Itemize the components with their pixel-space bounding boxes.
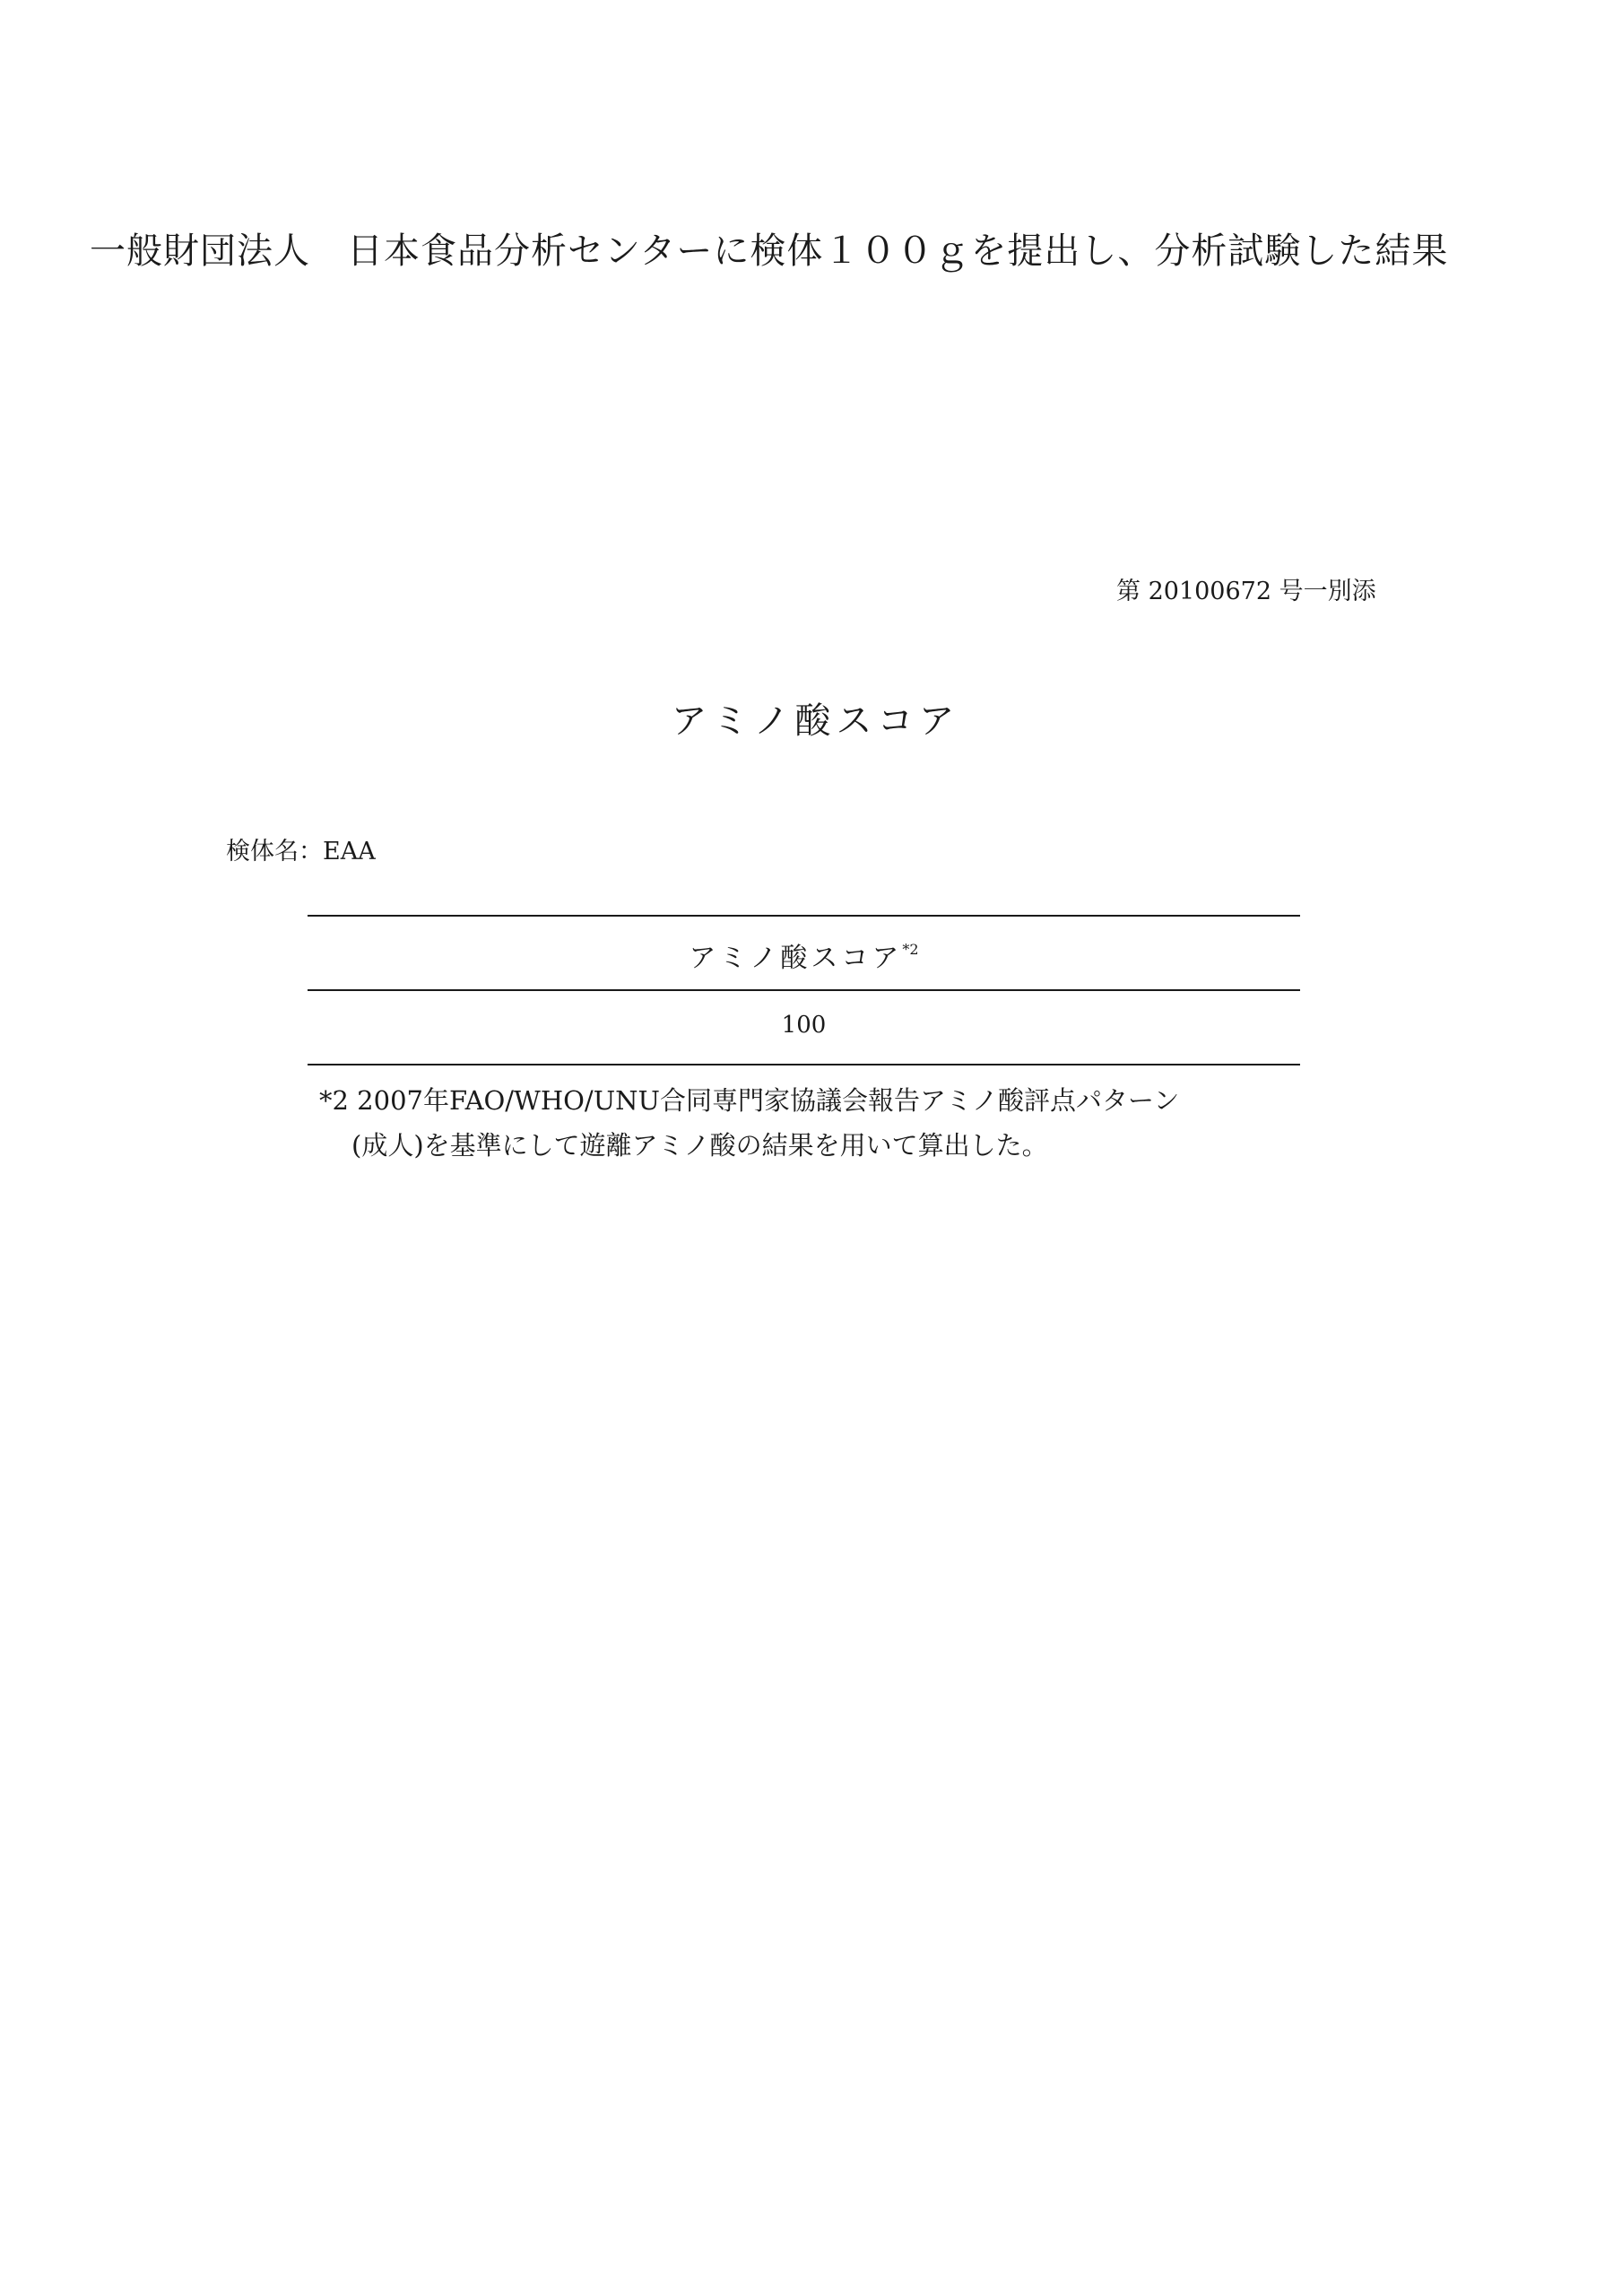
table-header bbox=[308, 935, 1300, 975]
table-header-label: アミノ酸スコア bbox=[689, 943, 903, 974]
table-value-cell: 100 bbox=[781, 1012, 827, 1039]
sample-name-label: 検体名：EAA bbox=[226, 838, 376, 865]
table-bottom-rule bbox=[308, 1064, 1300, 1065]
footnote-line-2: (成人)を基準にして遊離アミノ酸の結果を用いて算出した。 bbox=[351, 1130, 1048, 1161]
footnote-line-1: *2 2007年FAO/WHO/UNU合同専門家協議会報告アミノ酸評点パターン bbox=[319, 1085, 1180, 1116]
table-top-rule bbox=[308, 915, 1300, 917]
document-number: 第 20100672 号一別添 bbox=[1116, 578, 1376, 605]
page-title: アミノ酸スコア bbox=[671, 700, 960, 742]
table-middle-rule bbox=[308, 989, 1300, 991]
document-heading: 一般財団法人 日本食品分析センターに検体１００ｇを提出し、分析試験した結果 bbox=[90, 230, 1449, 272]
footnote-marker: *2 bbox=[902, 941, 919, 958]
